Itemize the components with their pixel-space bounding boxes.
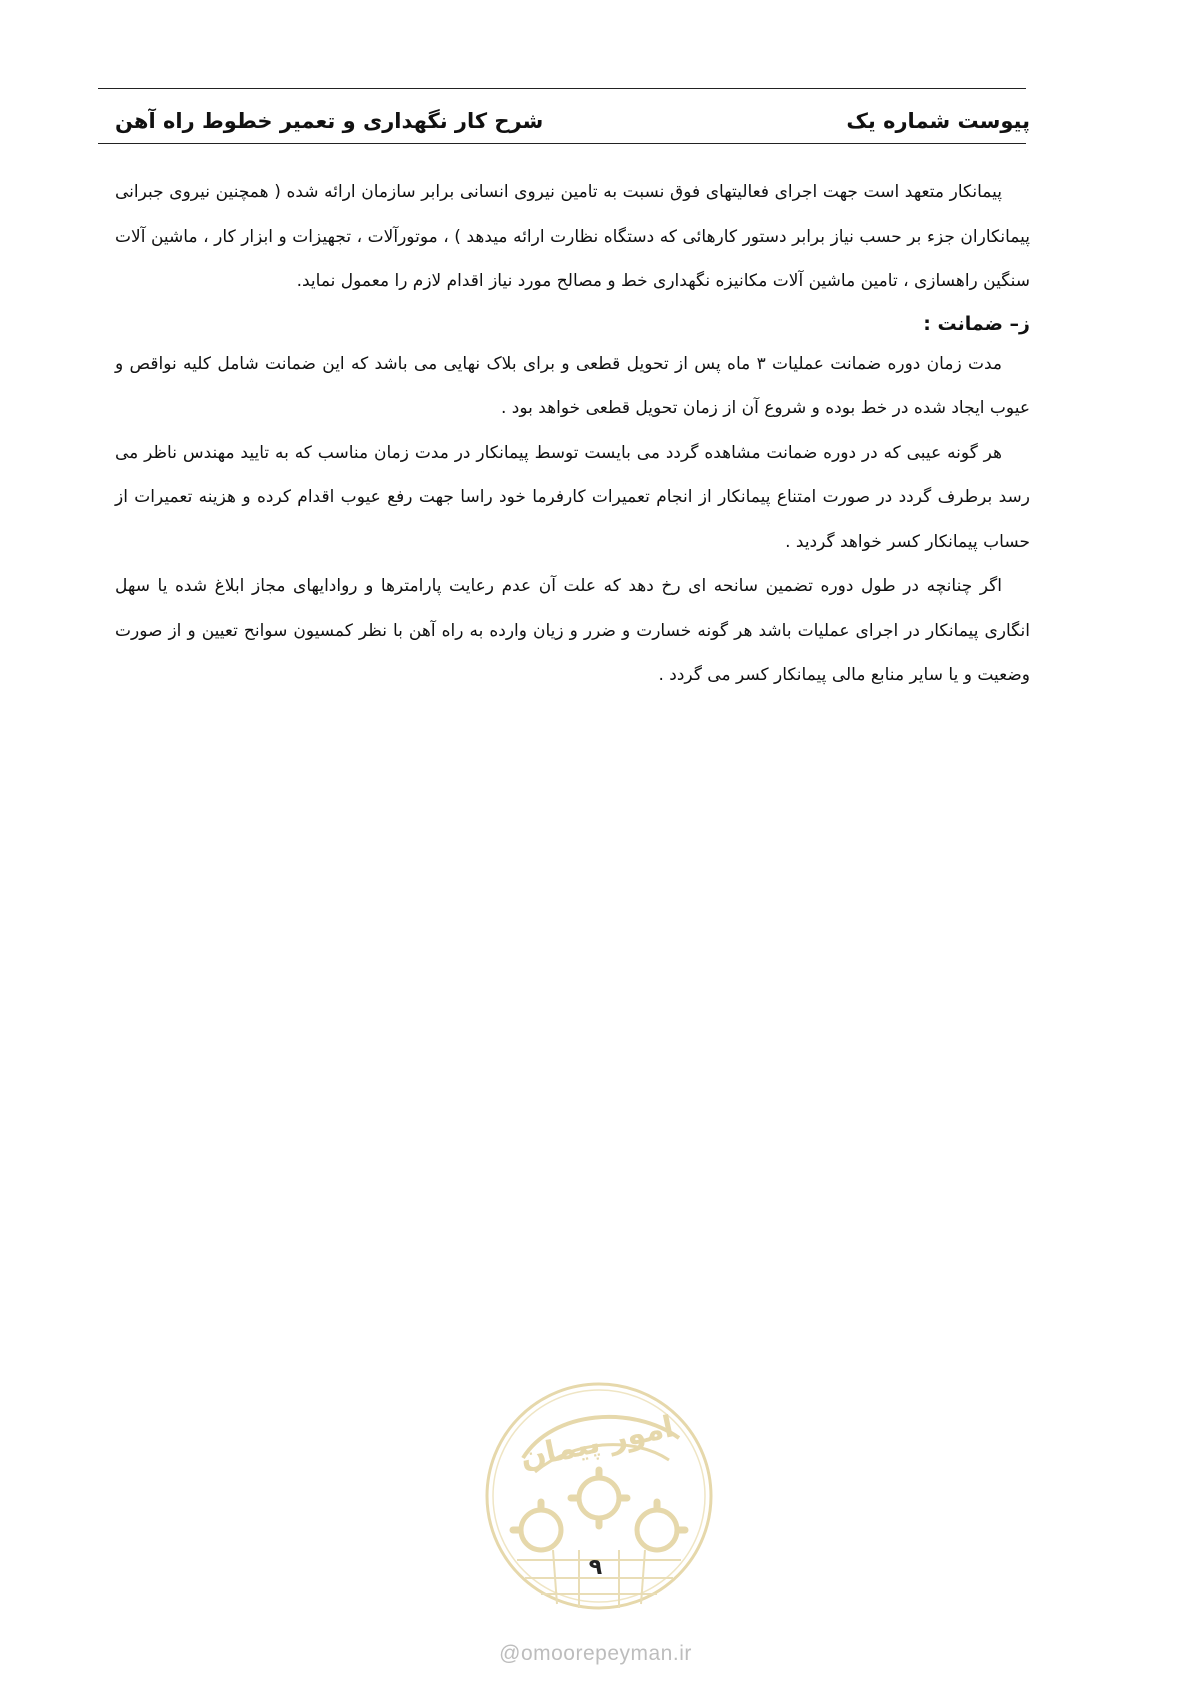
page-number: ۹ xyxy=(588,1555,603,1580)
page-header xyxy=(115,104,1030,138)
website-watermark xyxy=(0,1642,1191,1666)
section-heading-warranty: ز– ضمانت : xyxy=(923,312,1030,335)
paragraph-contractor-obligation: پیمانکار متعهد است جهت اجرای فعالیتهای فوق نسبت به تامین نیروی انسانی برابر سازمان ارائه شده ( همچنین نیروی جبرانی پیمانکاران جزء بر حسب نیاز برابر دستور کارهائی که دستگاه نظارت ارائه میدهد ) ، موتورآلات ، تجهیزات و ابزار کار ، ماشین آلات سنگین راهسازی ، تامین ماشین آلات مکانیزه نگهداری خط و مصالح مورد نیاز اقدام لازم را معمول نماید. xyxy=(115,182,1030,291)
watermark-calligraphy-text: امور پیمان xyxy=(517,1409,677,1477)
paragraph-accident-liability: اگر چنانچه در طول دوره تضمین سانحه ای رخ دهد که علت آن عدم رعایت پارامترها و روادایهای مجاز ابلاغ شده یا سهل انگاری پیمانکار در اجرای عملیات باشد هر گونه خسارت و ضرر و زیان وارده به راه آهن با نظر کمسیون سوانح تعیین و از صورت وضعیت و یا سایر منابع مالی پیمانکار کسر می گردد . xyxy=(115,576,1030,685)
header-bottom-rule xyxy=(98,143,1026,144)
paragraph-defect-repair: هر گونه عیبی که در دوره ضمانت مشاهده گردد می بایست توسط پیمانکار در مدت زمان مناسب که به تایید مهندس ناظر می رسد برطرف گردد در صورت امتناع پیمانکار از انجام تعمیرات کارفرما خود راسا جهت رفع عیوب اقدام کرده و هزینه تعمیرات از حساب پیمانکار کسر خواهد گردید . xyxy=(115,442,1030,552)
paragraph-warranty-period: مدت زمان دوره ضمانت عملیات ۳ ماه پس از تحویل قطعی و برای بلاک نهایی می باشد که این ضمانت شامل کلیه نواقص و عیوب ایجاد شده در خط بوده و شروع آن از زمان تحویل قطعی خواهد بود . xyxy=(115,353,1030,418)
document-body xyxy=(115,170,1030,698)
header-top-rule xyxy=(98,88,1026,89)
at-icon: @ xyxy=(499,1642,521,1665)
header-right-title: پیوست شماره یک xyxy=(846,109,1030,133)
website-text: omoorepeyman.ir xyxy=(520,1642,692,1665)
header-left-title: شرح کار نگهداری و تعمیر خطوط راه آهن xyxy=(115,109,544,133)
